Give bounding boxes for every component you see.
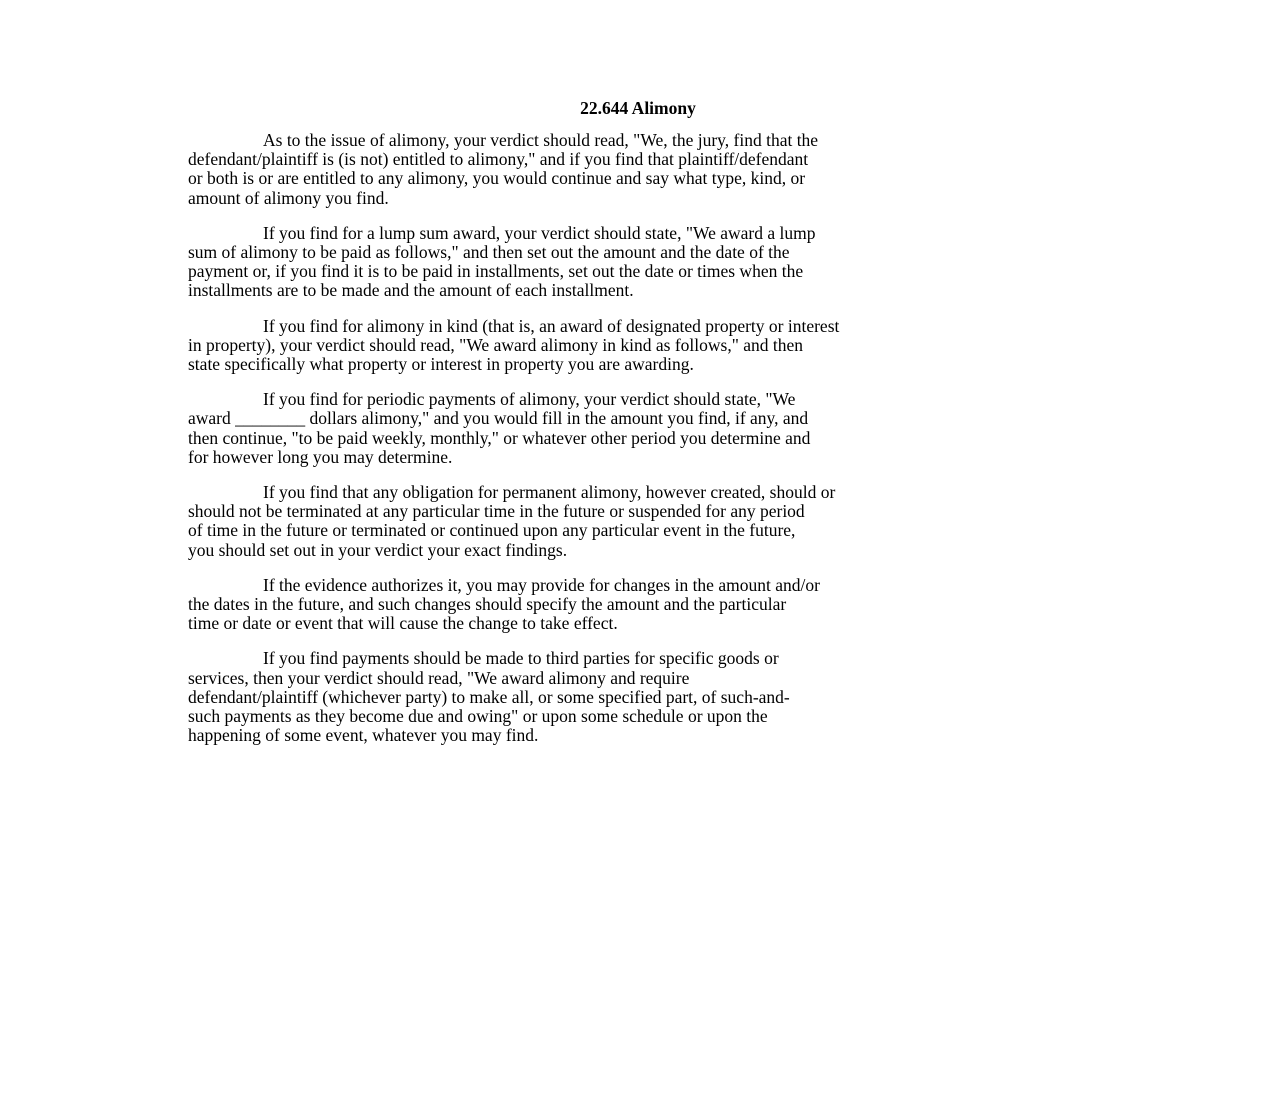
paragraph-line: defendant/plaintiff (whichever party) to make all, or some specified part, of such-and- bbox=[188, 686, 790, 707]
document-body bbox=[188, 131, 1088, 745]
paragraph-line: then continue, "to be paid weekly, monthly," or whatever other period you determine and bbox=[188, 427, 811, 448]
paragraph-line: of time in the future or terminated or continued upon any particular event in the future, bbox=[188, 520, 796, 541]
paragraph-line: If the evidence authorizes it, you may provide for changes in the amount and/or bbox=[263, 574, 820, 595]
paragraph-line: you should set out in your verdict your exact findings. bbox=[188, 539, 568, 560]
paragraph-line: happening of some event, whatever you may find. bbox=[188, 725, 539, 746]
body-paragraph bbox=[188, 317, 1088, 375]
paragraph-line: time or date or event that will cause the change to take effect. bbox=[188, 613, 618, 634]
paragraph-line: If you find that any obligation for permanent alimony, however created, should or bbox=[263, 482, 836, 503]
paragraph-line: If you find payments should be made to third parties for specific goods or bbox=[263, 648, 779, 669]
paragraph-line: defendant/plaintiff is (is not) entitled to alimony," and if you find that plaintiff/defendant bbox=[188, 149, 809, 170]
paragraph-line: such payments as they become due and owing" or upon some schedule or upon the bbox=[188, 706, 768, 727]
paragraph-line: state specifically what property or interest in property you are awarding. bbox=[188, 354, 694, 375]
document-title: 22.644 Alimony bbox=[580, 98, 696, 118]
paragraph-line: If you find for periodic payments of alimony, your verdict should state, "We bbox=[263, 389, 796, 410]
paragraph-line: If you find for alimony in kind (that is, an award of designated property or interest bbox=[263, 315, 840, 336]
body-paragraph bbox=[188, 390, 1088, 467]
paragraph-line: should not be terminated at any particular time in the future or suspended for any period bbox=[188, 501, 805, 522]
paragraph-line: As to the issue of alimony, your verdict should read, "We, the jury, find that the bbox=[263, 130, 819, 150]
body-paragraph bbox=[188, 131, 1088, 208]
paragraph-line: for however long you may determine. bbox=[188, 446, 453, 467]
paragraph-line: payment or, if you find it is to be paid in installments, set out the date or times when the bbox=[188, 261, 804, 282]
body-paragraph bbox=[188, 483, 1088, 560]
paragraph-line: If you find for a lump sum award, your verdict should state, "We award a lump bbox=[263, 222, 816, 243]
paragraph-line: services, then your verdict should read, "We award alimony and require bbox=[188, 667, 690, 688]
paragraph-line: in property), your verdict should read, "We award alimony in kind as follows," and then bbox=[188, 334, 804, 355]
paragraph-line: sum of alimony to be paid as follows," and then set out the amount and the date of the bbox=[188, 242, 790, 263]
paragraph-line: award ________ dollars alimony," and you would fill in the amount you find, if any, and bbox=[188, 408, 809, 429]
body-paragraph bbox=[188, 224, 1088, 301]
body-paragraph bbox=[188, 576, 1088, 634]
paragraph-line: amount of alimony you find. bbox=[188, 187, 389, 208]
paragraph-line: the dates in the future, and such changes should specify the amount and the particular bbox=[188, 594, 787, 615]
paragraph-line: or both is or are entitled to any alimony, you would continue and say what type, kind, or bbox=[188, 168, 806, 189]
body-paragraph bbox=[188, 649, 1088, 745]
paragraph-line: installments are to be made and the amount of each installment. bbox=[188, 280, 634, 301]
document-page bbox=[188, 96, 1088, 761]
